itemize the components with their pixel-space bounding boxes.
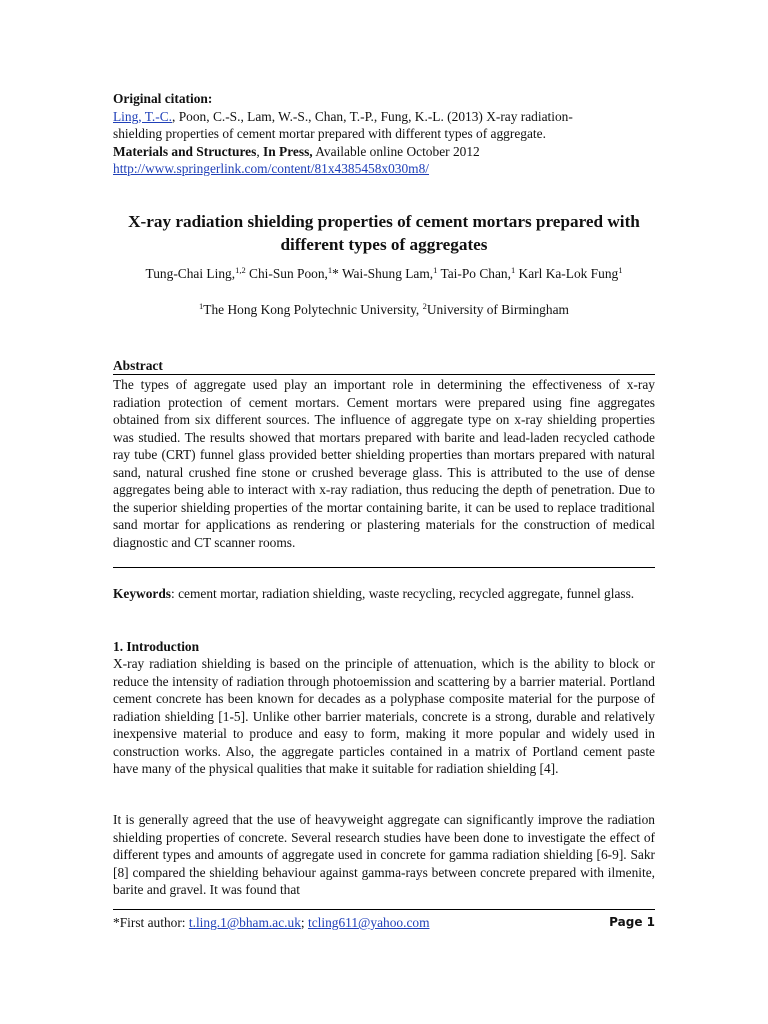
original-citation [113, 90, 655, 178]
abstract-text: The types of aggregate used play an important role in determining the effectiveness of x-ray radiation protection of cement mortars. Cement mortars were prepared using fine aggregates obtained from six different sources. The influence of aggregate type on x-ray shielding properties was studied. The results showed that mortars prepared with barite and lead-laden recycled cathode ray tube (CRT) funnel glass provided better shielding properties than mortars prepared with natural sand, natural crushed fine stone or crushed beverage glass. This is attributed to the use of dense aggregates being able to interact with x-ray radiation, thus reducing the depth of penetration. Due to the superior shielding properties of the mortar containing barite, it can be used to replace traditional sand mortar for applications as rendering or plastering materials for the construction of medical diagnostic and CT scanner rooms. [113, 377, 655, 550]
citation-line-2: shielding properties of cement mortar prepared with different types of aggregate. [113, 126, 546, 141]
keywords-label: Keywords [113, 586, 172, 601]
citation-heading: Original citation: [113, 91, 213, 106]
citation-author-link[interactable]: Ling, T.-C. [113, 108, 173, 124]
footer-rule [113, 909, 655, 910]
introduction-heading: 1. Introduction [113, 639, 200, 654]
abstract-heading: Abstract [113, 358, 163, 373]
first-author-note: *First author: t.ling.1@bham.ac.uk; tcling611@yahoo.com [113, 915, 430, 930]
paper-title: X-ray radiation shielding properties of cement mortars prepared with different types of aggregates [128, 212, 640, 254]
email-link-yahoo[interactable]: tcling611@yahoo.com [307, 915, 430, 930]
citation-line-1: Ling, T.-C., Poon, C.-S., Lam, W.-S., Chan, T.-P., Fung, K.-L. (2013) X-ray radiation- [113, 108, 573, 124]
author: Chi-Sun Poon, [245, 266, 328, 281]
introduction-paragraph-1: X-ray radiation shielding is based on the principle of attenuation, which is the ability to block or reduce the intensity of radiation through photoemission and scattering by a barrier material. Portland cement concrete has been known for decades as a polyphase composite material for the purpose of radiation shielding [1-5]. Unlike other barrier materials, concrete is a strong, durable and relatively inexpensive material to produce and easy to form, making it more popular and widely used in construction works. Also, the aggregate particles contained in a matrix of Portland cement paste have many of the physical qualities that make it suitable for radiation shielding [4]. [113, 656, 655, 776]
email-link-bham[interactable]: t.ling.1@bham.ac.uk [188, 915, 301, 930]
author: Tung-Chai Ling, [145, 266, 236, 281]
keywords: Keywords: cement mortar, radiation shielding, waste recycling, recycled aggregate, funnel glass. [113, 586, 635, 601]
author-list: Tung-Chai Ling,$^{1,2}$ Chi-Sun Poon,$^1$* Wai-Shung Lam,$^1$ Tai-Po Chan,$^1$ Karl Ka-Lok Fung$^1$ [145, 265, 623, 281]
affiliations: $^1$The Hong Kong Polytechnic University, $^2$University of Birmingham [199, 301, 569, 317]
citation-url-link[interactable]: http://www.springerlink.com/content/81x4385458x030m8/ [113, 161, 430, 176]
citation-in-press: In Press, [263, 143, 313, 159]
author: Tai-Po Chan, [437, 266, 511, 281]
author: Karl Ka-Lok Fung [515, 266, 619, 281]
citation-journal: Materials and Structures [113, 143, 257, 159]
abstract-bottom-rule [113, 567, 655, 568]
page-number: Page 1 [609, 915, 655, 929]
abstract-top-rule [113, 374, 655, 375]
introduction-paragraph-2: It is generally agreed that the use of heavyweight aggregate can significantly improve the radiation shielding properties of concrete. Several research studies have been done to investigate the effect of different types and amounts of aggregate used in concrete for gamma radiation shielding [6-9]. Sakr [8] compared the shielding behaviour against gamma-rays between concrete prepared with ilmenite, barite and gravel. It was found that [113, 812, 655, 897]
citation-url-line [113, 160, 655, 178]
author: * Wai-Shung Lam, [332, 266, 434, 281]
page-footer [113, 915, 655, 931]
citation-line-3: Materials and Structures, In Press, Available online October 2012 [113, 143, 480, 159]
